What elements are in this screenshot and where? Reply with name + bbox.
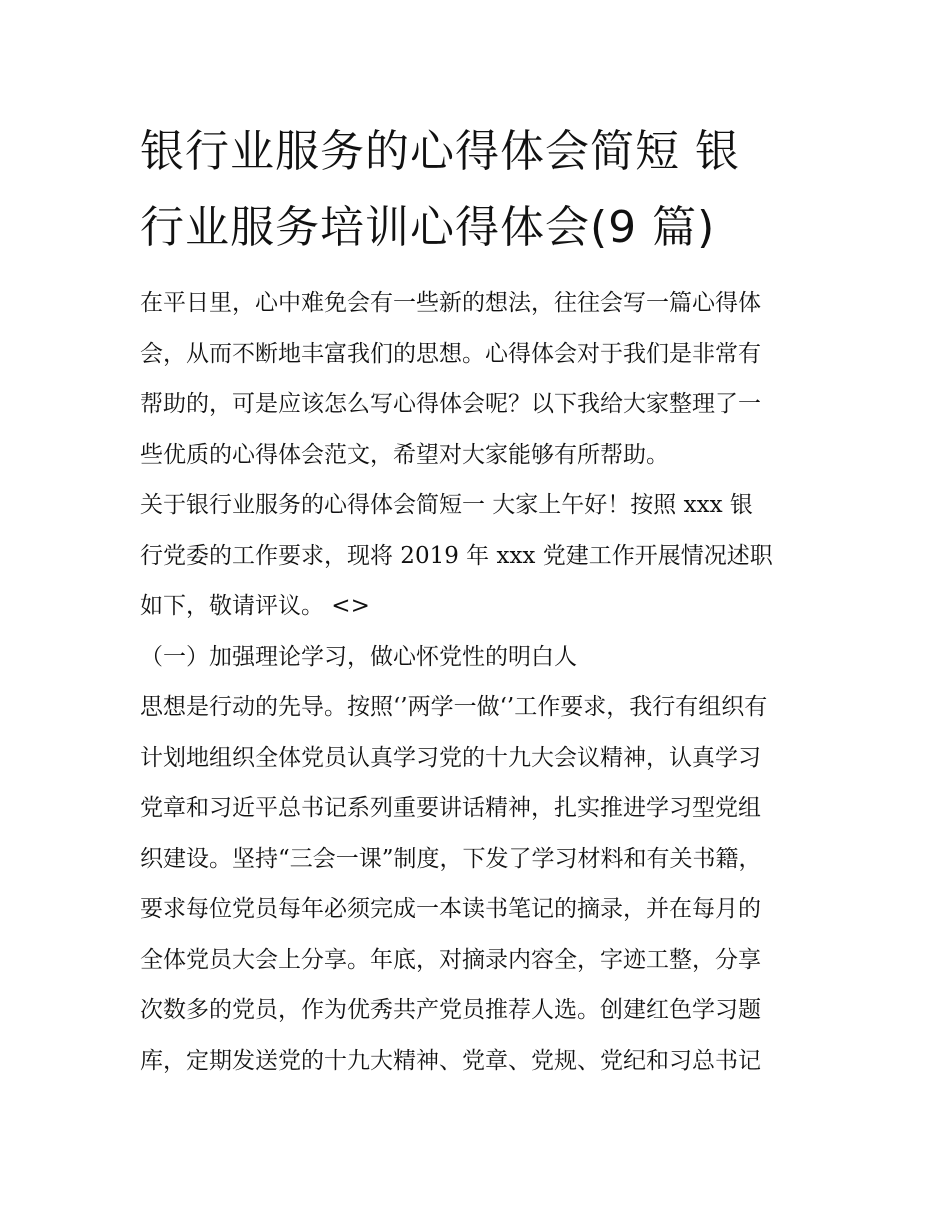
body-line: 要求每位党员每年必须完成一本读书笔记的摘录，并在每月的 — [140, 896, 761, 922]
body-line: 党章和习近平总书记系列重要讲话精神，扎实推进学习型党组 — [140, 795, 761, 821]
body-line: 库，定期发送党的十九大精神、党章、党规、党纪和习总书记 — [140, 1047, 761, 1074]
body-line: 思想是行动的先导。按照‘’两学一做‘’工作要求，我行有组织有 — [140, 694, 768, 720]
body-line: 些优质的心得体会范文，希望对大家能够有所帮助。 — [140, 441, 669, 468]
body-line: 如下，敬请评议。 <> — [140, 593, 370, 619]
body-line: 全体党员大会上分享。年底，对摘录内容全，字迹工整，分享 — [140, 946, 761, 973]
title-line: 银行业服务的心得体会简短 银 — [140, 126, 740, 177]
body-line: 行党委的工作要求，现将 2019 年 xxx 党建工作开展情况述职 — [140, 542, 773, 569]
title-line: 行业服务培训心得体会(9 篇) — [140, 202, 716, 253]
body-line: 织建设。坚持“三会一课”制度，下发了学习材料和有关书籍， — [140, 845, 762, 872]
body-line: 会，从而不断地丰富我们的思想。心得体会对于我们是非常有 — [140, 340, 761, 367]
document-body — [140, 278, 820, 1086]
body-line: 次数多的党员，作为优秀共产党员推荐人选。创建红色学习题 — [140, 997, 761, 1023]
body-line: 帮助的，可是应该怎么写心得体会呢？以下我给大家整理了一 — [140, 391, 761, 417]
body-line: 关于银行业服务的心得体会简短一 大家上午好！按照 xxx 银 — [140, 492, 753, 518]
document-title — [140, 114, 820, 266]
body-line: 计划地组织全体党员认真学习党的十九大会议精神，认真学习 — [140, 744, 761, 771]
body-line: 在平日里，心中难免会有一些新的想法，往往会写一篇心得体 — [140, 290, 761, 316]
section-heading: （一）加强理论学习，做心怀党性的明白人 — [140, 643, 577, 670]
